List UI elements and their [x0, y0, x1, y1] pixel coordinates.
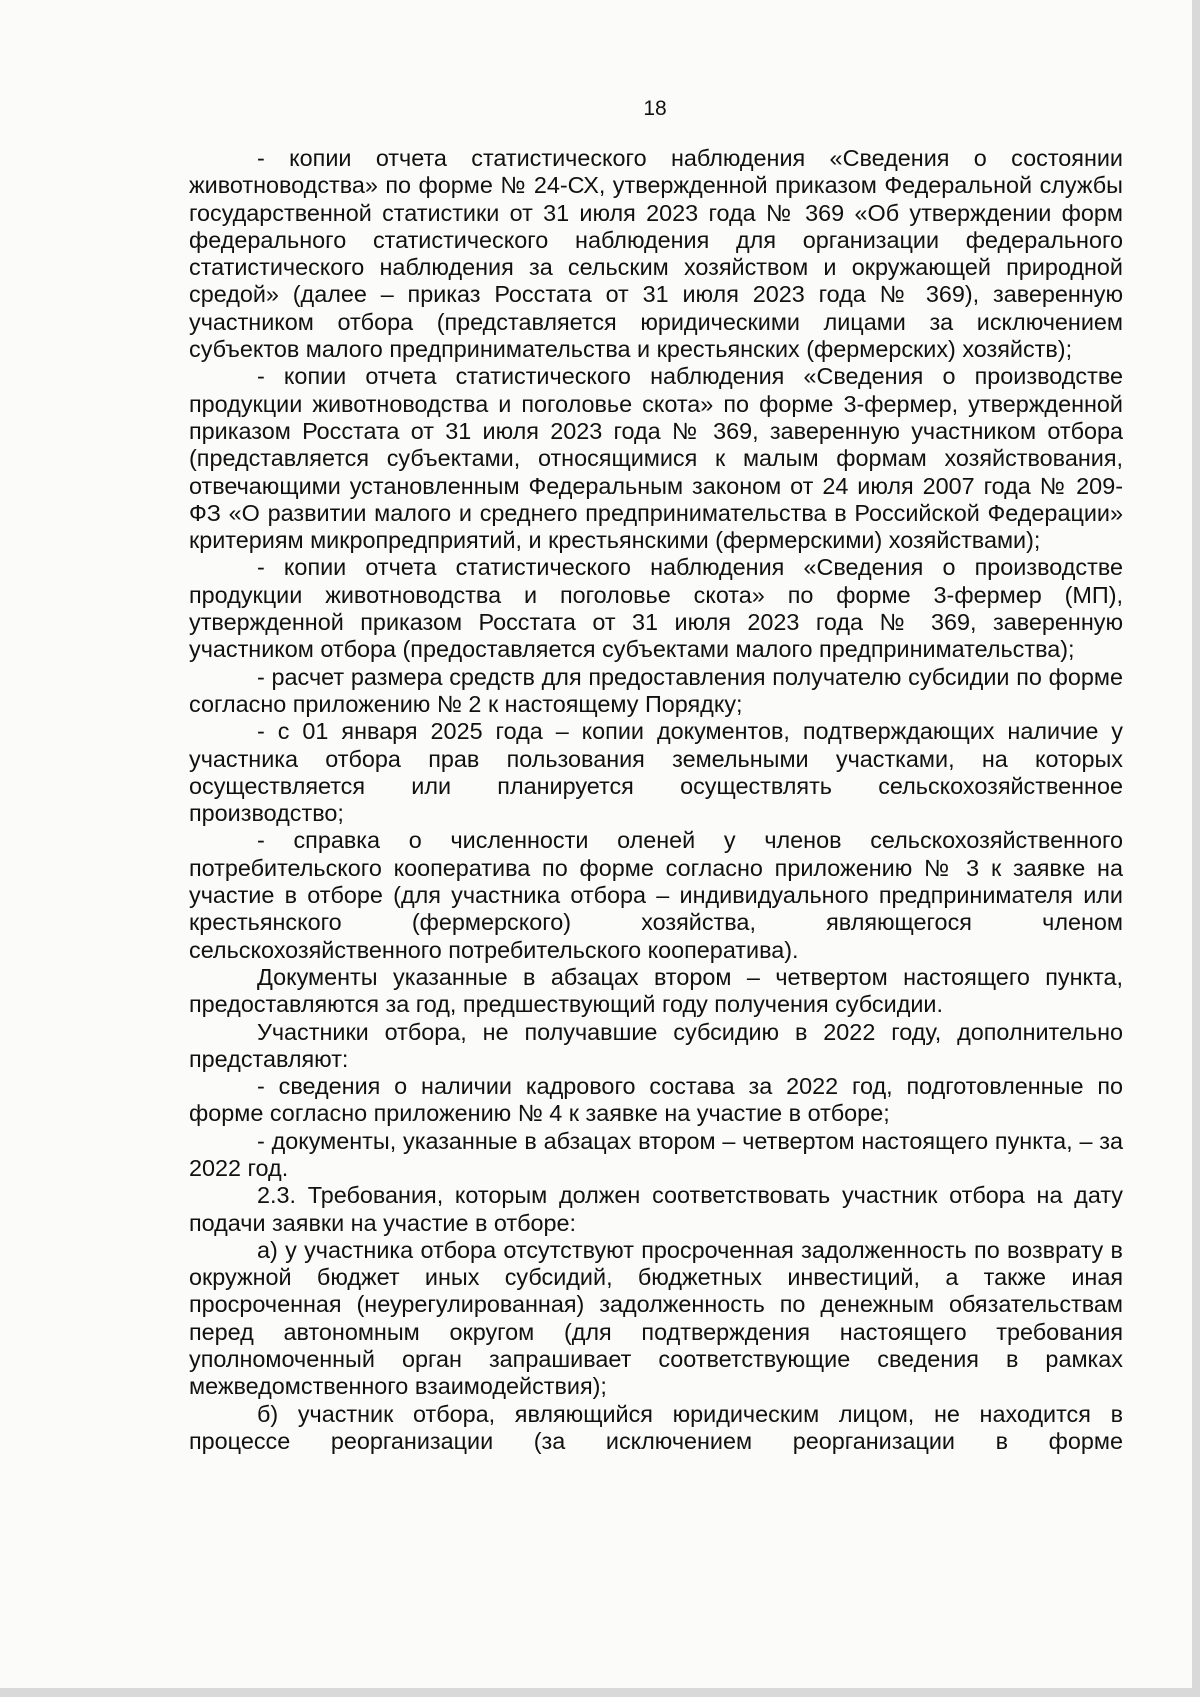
paragraph: а) у участника отбора отсутствуют просроченная задолженность по возврату в окружной бюджет иных субсидий, бюджетных инвестиций, а также иная просроченная (неурегулированная) задолженность по денежным обязательствам перед автономным округом (для подтверждения настоящего требования уполномоченный орган запрашивает соответствующие сведения в рамках межведомственного взаимодействия);	[189, 1236, 1123, 1400]
paragraph: - справка о численности оленей у членов сельскохозяйственного потребительского кооператива по форме согласно приложению № 3 к заявке на участие в отборе (для участника отбора – индивидуального предпринимателя или крестьянского (фермерского) хозяйства, являющегося членом сельскохозяйственного потребительского кооператива).	[189, 827, 1123, 963]
paragraph: - расчет размера средств для предоставления получателю субсидии по форме согласно приложению № 2 к настоящему Порядку;	[189, 663, 1123, 717]
page-number: 18	[643, 97, 667, 120]
paragraph: - копии отчета статистического наблюдения «Сведения о состоянии животноводства» по форме № 24-СХ, утвержденной приказом Федеральной службы государственной статистики от 31 июля 2023 года № 369 «Об утверждении форм федерального статистического наблюдения для организации федерального статистического наблюдения за сельским хозяйством и окружающей природной средой» (далее – приказ Росстата от 31 июля 2023 года № 369), заверенную участником отбора (представляется юридическими лицами за исключением субъектов малого предпринимательства и крестьянских (фермерских) хозяйств);	[189, 145, 1123, 363]
paragraph: Документы указанные в абзацах втором – четвертом настоящего пункта, предоставляются за год, предшествующий году получения субсидии.	[189, 963, 1123, 1018]
paragraph: б) участник отбора, являющийся юридическим лицом, не находится в процессе реорганизации (за исключением реорганизации в форме	[189, 1400, 1123, 1454]
document-body	[189, 145, 1123, 1455]
paragraph: - сведения о наличии кадрового состава за 2022 год, подготовленные по форме согласно приложению № 4 к заявке на участие в отборе;	[189, 1073, 1123, 1127]
paragraph: - копии отчета статистического наблюдения «Сведения о производстве продукции животноводства и поголовье скота» по форме 3-фермер, утвержденной приказом Росстата от 31 июля 2023 года № 369, заверенную участником отбора (представляется субъектами, относящимися к малым формам хозяйствования, отвечающими установленным Федеральным законом от 24 июля 2007 года № 209-ФЗ «О развитии малого и среднего предпринимательства в Российской Федерации» критериям микропредприятий, и крестьянскими (фермерскими) хозяйствами);	[189, 363, 1123, 554]
paragraph: - документы, указанные в абзацах втором – четвертом настоящего пункта, – за 2022 год.	[189, 1127, 1123, 1181]
paragraph: - копии отчета статистического наблюдения «Сведения о производстве продукции животноводства и поголовье скота» по форме 3-фермер (МП), утвержденной приказом Росстата от 31 июля 2023 года № 369, заверенную участником отбора (предоставляется субъектами малого предпринимательства);	[189, 554, 1123, 663]
paragraph: 2.3. Требования, которым должен соответствовать участник отбора на дату подачи заявки на участие в отборе:	[189, 1182, 1123, 1236]
paragraph: Участники отбора, не получавшие субсидию в 2022 году, дополнительно представляют:	[189, 1018, 1123, 1072]
paragraph: - с 01 января 2025 года – копии документов, подтверждающих наличие у участника отбора прав пользования земельными участками, на которых осуществляется или планируется осуществлять сельскохозяйственное производство;	[189, 718, 1123, 827]
